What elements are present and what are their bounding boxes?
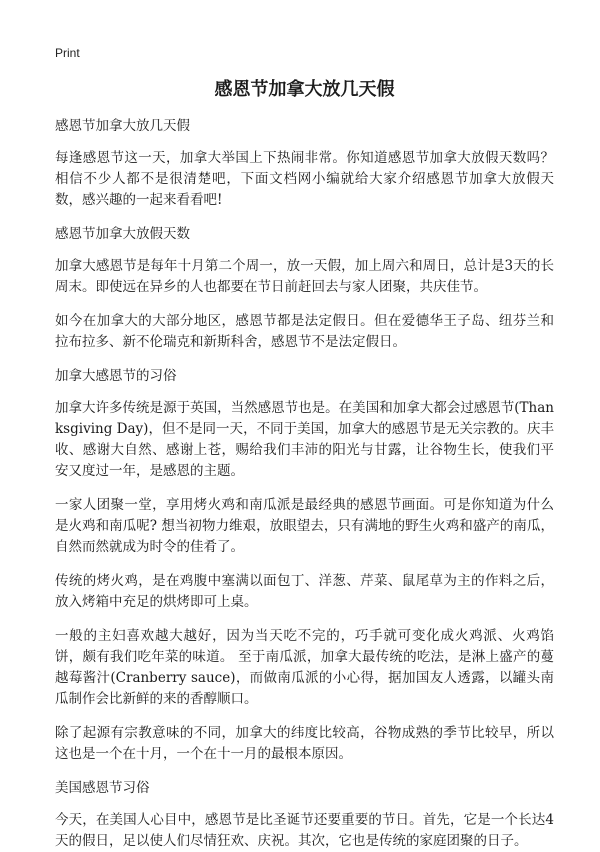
paragraph-us-holiday: 今天，在美国人心目中，感恩节是比圣诞节还要重要的节日。首先，它是一个长达4天的假日，足以使人们尽情狂欢、庆祝。其次，它也是传统的家庭团聚的日子。 bbox=[55, 812, 554, 849]
section-heading-us-customs: 美国感恩节习俗 bbox=[55, 780, 150, 796]
section-heading-canada-customs: 加拿大感恩节的习俗 bbox=[55, 368, 177, 384]
document-title: 感恩节加拿大放几天假 bbox=[214, 79, 395, 100]
paragraph-leftovers: 一般的主妇喜欢越大越好，因为当天吃不完的，巧手就可变化成火鸡派、火鸡馅饼，颇有我们吃年菜的味道。 至于南瓜派，加拿大最传统的吃法，是淋上盛产的蔓越莓酱汁(Cranberry sauce)，而做南瓜派的小心得，据加国友人透露，以罐头南瓜制作会比新鲜的来的香醇顺口。 bbox=[55, 628, 554, 707]
paragraph-statutory-holiday: 如今在加拿大的大部分地区，感恩节都是法定假日。但在爱德华王子岛、纽芬兰和拉布拉多、新不伦瑞克和新斯科舍，感恩节不是法定假日。 bbox=[55, 313, 554, 350]
paragraph-turkey-pumpkin: 一家人团聚一堂，享用烤火鸡和南瓜派是最经典的感恩节画面。可是你知道为什么是火鸡和南瓜呢? 想当初物力维艰，放眼望去，只有满地的野生火鸡和盛产的南瓜，自然而然就成为时令的佳肴了。 bbox=[55, 497, 554, 555]
paragraph-roast-turkey: 传统的烤火鸡，是在鸡腹中塞满以面包丁、洋葱、芹菜、鼠尾草为主的作料之后，放入烤箱中充足的烘烤即可上桌。 bbox=[55, 573, 554, 610]
paragraph-intro: 每逢感恩节这一天，加拿大举国上下热闹非常。你知道感恩节加拿大放假天数吗？相信不少人都不是很清楚吧，下面文档网小编就给大家介绍感恩节加拿大放假天数，感兴趣的一起来看看吧! bbox=[55, 150, 554, 208]
paragraph-latitude: 除了起源有宗教意味的不同，加拿大的纬度比较高，谷物成熟的季节比较早，所以这也是一个在十月，一个在十一月的最根本原因。 bbox=[55, 725, 554, 762]
paragraph-origin: 加拿大许多传统是源于英国，当然感恩节也是。在美国和加拿大都会过感恩节(Thanksgiving Day)，但不是同一天，不同于美国，加拿大的感恩节是无关宗教的。庆丰收、感谢大自然、感谢上苍，赐给我们丰沛的阳光与甘露，让谷物生长，使我们平安又度过一年，是感恩的主题。 bbox=[55, 400, 554, 479]
section-heading-intro: 感恩节加拿大放几天假 bbox=[55, 118, 190, 134]
section-heading-holiday-days: 感恩节加拿大放假天数 bbox=[55, 226, 190, 242]
print-link[interactable]: Print bbox=[55, 46, 80, 60]
paragraph-holiday-days: 加拿大感恩节是每年十月第二个周一，放一天假，加上周六和周日，总计是3天的长周末。即使远在异乡的人也都要在节日前赶回去与家人团聚，共庆佳节。 bbox=[55, 258, 554, 295]
